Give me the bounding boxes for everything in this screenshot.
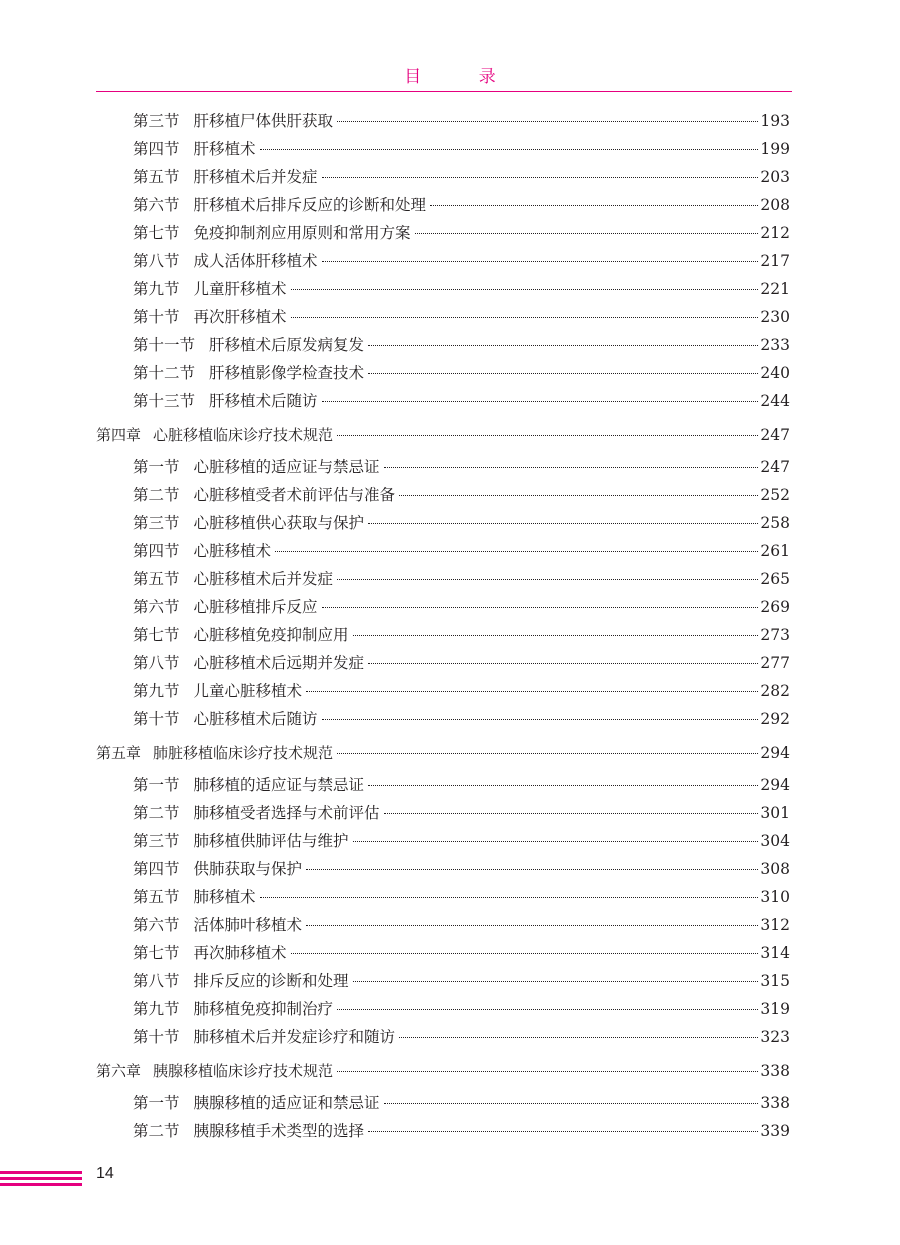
toc-entry-number: 第三节 — [133, 112, 180, 130]
toc-entry-number: 第六节 — [133, 598, 180, 616]
dot-leader — [384, 812, 759, 814]
toc-entry-page: 203 — [760, 168, 790, 186]
dot-leader — [306, 868, 758, 870]
toc-entry-number: 第八节 — [133, 252, 180, 270]
toc-entry-page: 265 — [760, 570, 790, 588]
toc-entry-page: 221 — [760, 280, 790, 298]
toc-entry-number: 第六节 — [133, 916, 180, 934]
dot-leader — [306, 924, 758, 926]
toc-entry-page: 319 — [760, 1000, 790, 1018]
dot-leader — [337, 752, 758, 754]
toc-entry-title: 肝移植术后原发病复发 — [209, 336, 365, 354]
dot-leader — [291, 952, 759, 954]
toc-section-entry — [133, 680, 790, 702]
dot-leader — [337, 578, 758, 580]
toc-entry-page: 212 — [760, 224, 790, 242]
toc-entry-title: 心脏移植术后并发症 — [193, 570, 334, 588]
toc-entry-number: 第十节 — [133, 710, 180, 728]
toc-entry-title: 心脏移植术后远期并发症 — [193, 654, 365, 672]
toc-entry-title: 肺移植的适应证与禁忌证 — [193, 776, 365, 794]
toc-entry-title: 肝移植术后并发症 — [193, 168, 318, 186]
toc-entry-title: 心脏移植术 — [193, 542, 272, 560]
toc-entry-page: 193 — [760, 112, 790, 130]
page-header-title: 目 录 — [404, 67, 522, 87]
toc-entry-page: 312 — [760, 916, 790, 934]
toc-section-entry — [133, 652, 790, 674]
toc-entry-page: 338 — [760, 1062, 790, 1080]
toc-entry-title: 肝移植术后随访 — [209, 392, 318, 410]
dot-leader — [260, 148, 759, 150]
toc-section-entry — [133, 1092, 790, 1114]
toc-section-entry — [133, 596, 790, 618]
toc-chapter-entry — [96, 1060, 790, 1082]
toc-entry-title: 再次肺移植术 — [193, 944, 287, 962]
toc-entry-number: 第十一节 — [133, 336, 196, 354]
toc-entry-title: 肝移植尸体供肝获取 — [193, 112, 334, 130]
toc-entry-number: 第六章 — [96, 1062, 142, 1080]
dot-leader — [291, 316, 759, 318]
toc-entry-number: 第四节 — [133, 542, 180, 560]
toc-entry-page: 314 — [760, 944, 790, 962]
dot-leader — [368, 1130, 758, 1132]
toc-entry-title: 再次肝移植术 — [193, 308, 287, 326]
toc-section-entry — [133, 540, 790, 562]
toc-entry-number: 第五节 — [133, 570, 180, 588]
toc-entry-number: 第二节 — [133, 486, 180, 504]
dot-leader — [322, 260, 759, 262]
toc-section-entry — [133, 138, 790, 160]
toc-entry-page: 233 — [760, 336, 790, 354]
toc-entry-title: 胰腺移植临床诊疗技术规范 — [153, 1062, 334, 1080]
toc-section-entry — [133, 362, 790, 384]
toc-entry-title: 肺移植供肺评估与维护 — [193, 832, 349, 850]
toc-entry-number: 第一节 — [133, 776, 180, 794]
toc-entry-page: 230 — [760, 308, 790, 326]
toc-entry-number: 第七节 — [133, 944, 180, 962]
toc-entry-page: 273 — [760, 626, 790, 644]
toc-entry-page: 244 — [760, 392, 790, 410]
toc-section-entry — [133, 914, 790, 936]
toc-section-entry — [133, 886, 790, 908]
toc-section-entry — [133, 456, 790, 478]
dot-leader — [260, 896, 759, 898]
toc-entry-number: 第九节 — [133, 682, 180, 700]
toc-entry-title: 心脏移植的适应证与禁忌证 — [193, 458, 380, 476]
toc-entry-page: 261 — [760, 542, 790, 560]
toc-entry-number: 第四节 — [133, 860, 180, 878]
dot-leader — [291, 288, 759, 290]
toc-entry-page: 315 — [760, 972, 790, 990]
toc-entry-number: 第八节 — [133, 972, 180, 990]
toc-section-entry — [133, 1026, 790, 1048]
toc-entry-number: 第十三节 — [133, 392, 196, 410]
dot-leader — [322, 718, 759, 720]
dot-leader — [322, 176, 759, 178]
toc-entry-number: 第四章 — [96, 426, 142, 444]
toc-entry-page: 258 — [760, 514, 790, 532]
toc-entry-number: 第九节 — [133, 1000, 180, 1018]
toc-entry-number: 第二节 — [133, 804, 180, 822]
toc-entry-number: 第五节 — [133, 888, 180, 906]
toc-entry-page: 294 — [760, 776, 790, 794]
toc-entry-title: 心脏移植术后随访 — [193, 710, 318, 728]
dot-leader — [368, 372, 758, 374]
toc-entry-title: 免疫抑制剂应用原则和常用方案 — [193, 224, 411, 242]
toc-section-entry — [133, 166, 790, 188]
toc-entry-page: 247 — [760, 426, 790, 444]
dot-leader — [384, 1102, 759, 1104]
toc-entry-page: 277 — [760, 654, 790, 672]
dot-leader — [368, 344, 758, 346]
toc-entry-number: 第七节 — [133, 224, 180, 242]
toc-section-entry — [133, 278, 790, 300]
toc-chapter-entry — [96, 424, 790, 446]
toc-entry-number: 第四节 — [133, 140, 180, 158]
toc-entry-title: 肺移植免疫抑制治疗 — [193, 1000, 334, 1018]
dot-leader — [337, 1070, 758, 1072]
toc-entry-number: 第二节 — [133, 1122, 180, 1140]
toc-entry-title: 排斥反应的诊断和处理 — [193, 972, 349, 990]
toc-section-entry — [133, 484, 790, 506]
toc-section-entry — [133, 306, 790, 328]
toc-entry-number: 第十节 — [133, 308, 180, 326]
toc-entry-title: 儿童肝移植术 — [193, 280, 287, 298]
toc-section-entry — [133, 624, 790, 646]
dot-leader — [353, 840, 759, 842]
toc-entry-title: 肺移植受者选择与术前评估 — [193, 804, 380, 822]
toc-section-entry — [133, 970, 790, 992]
toc-section-entry — [133, 222, 790, 244]
toc-entry-number: 第七节 — [133, 626, 180, 644]
dot-leader — [384, 466, 759, 468]
toc-entry-title: 胰腺移植的适应证和禁忌证 — [193, 1094, 380, 1112]
toc-entry-page: 252 — [760, 486, 790, 504]
dot-leader — [415, 232, 759, 234]
dot-leader — [368, 662, 758, 664]
dot-leader — [337, 434, 758, 436]
toc-entry-page: 308 — [760, 860, 790, 878]
toc-entry-page: 323 — [760, 1028, 790, 1046]
toc-entry-number: 第八节 — [133, 654, 180, 672]
page-number: 14 — [96, 1165, 114, 1182]
toc-entry-title: 胰腺移植手术类型的选择 — [193, 1122, 365, 1140]
toc-entry-title: 心脏移植供心获取与保护 — [193, 514, 365, 532]
toc-entry-title: 肺移植术后并发症诊疗和随访 — [193, 1028, 396, 1046]
dot-leader — [399, 1036, 758, 1038]
toc-section-entry — [133, 250, 790, 272]
toc-entry-page: 304 — [760, 832, 790, 850]
toc-entry-page: 301 — [760, 804, 790, 822]
toc-section-entry — [133, 512, 790, 534]
dot-leader — [353, 980, 759, 982]
toc-entry-page: 269 — [760, 598, 790, 616]
toc-entry-number: 第九节 — [133, 280, 180, 298]
toc-entry-page: 294 — [760, 744, 790, 762]
toc-section-entry — [133, 1120, 790, 1142]
toc-entry-title: 成人活体肝移植术 — [193, 252, 318, 270]
toc-entry-number: 第一节 — [133, 1094, 180, 1112]
header-divider — [96, 91, 792, 92]
toc-section-entry — [133, 802, 790, 824]
dot-leader — [275, 550, 758, 552]
toc-entry-number: 第一节 — [133, 458, 180, 476]
toc-entry-title: 儿童心脏移植术 — [193, 682, 303, 700]
toc-entry-title: 供肺获取与保护 — [193, 860, 303, 878]
toc-section-entry — [133, 390, 790, 412]
toc-entry-page: 338 — [760, 1094, 790, 1112]
toc-section-entry — [133, 858, 790, 880]
toc-entry-title: 心脏移植排斥反应 — [193, 598, 318, 616]
dot-leader — [306, 690, 758, 692]
dot-leader — [322, 606, 759, 608]
toc-entry-title: 肝移植术 — [193, 140, 256, 158]
dot-leader — [337, 120, 758, 122]
toc-entry-page: 240 — [760, 364, 790, 382]
toc-chapter-entry — [96, 742, 790, 764]
toc-section-entry — [133, 708, 790, 730]
toc-entry-page: 247 — [760, 458, 790, 476]
toc-section-entry — [133, 774, 790, 796]
toc-entry-page: 339 — [760, 1122, 790, 1140]
toc-section-entry — [133, 194, 790, 216]
toc-entry-title: 肝移植术后排斥反应的诊断和处理 — [193, 196, 427, 214]
footer-decoration — [0, 1171, 82, 1189]
toc-entry-title: 肺移植术 — [193, 888, 256, 906]
toc-entry-number: 第三节 — [133, 832, 180, 850]
toc-entry-title: 心脏移植免疫抑制应用 — [193, 626, 349, 644]
toc-entry-number: 第十节 — [133, 1028, 180, 1046]
toc-entry-page: 282 — [760, 682, 790, 700]
toc-entry-page: 292 — [760, 710, 790, 728]
dot-leader — [353, 634, 759, 636]
toc-entry-number: 第三节 — [133, 514, 180, 532]
toc-section-entry — [133, 110, 790, 132]
toc-entry-number: 第五节 — [133, 168, 180, 186]
dot-leader — [322, 400, 759, 402]
toc-entry-title: 心脏移植受者术前评估与准备 — [193, 486, 396, 504]
toc-entry-number: 第十二节 — [133, 364, 196, 382]
dot-leader — [368, 522, 758, 524]
toc-entry-page: 208 — [760, 196, 790, 214]
toc-section-entry — [133, 942, 790, 964]
toc-entry-page: 199 — [760, 140, 790, 158]
toc-entry-title: 活体肺叶移植术 — [193, 916, 303, 934]
toc-entry-title: 心脏移植临床诊疗技术规范 — [153, 426, 334, 444]
toc-entry-page: 217 — [760, 252, 790, 270]
dot-leader — [337, 1008, 758, 1010]
dot-leader — [430, 204, 758, 206]
toc-entry-number: 第六节 — [133, 196, 180, 214]
toc-entry-number: 第五章 — [96, 744, 142, 762]
toc-section-entry — [133, 568, 790, 590]
toc-section-entry — [133, 334, 790, 356]
toc-entry-title: 肺脏移植临床诊疗技术规范 — [153, 744, 334, 762]
toc-entry-title: 肝移植影像学检查技术 — [209, 364, 365, 382]
toc-section-entry — [133, 998, 790, 1020]
dot-leader — [368, 784, 758, 786]
dot-leader — [399, 494, 758, 496]
toc-entry-page: 310 — [760, 888, 790, 906]
toc-section-entry — [133, 830, 790, 852]
